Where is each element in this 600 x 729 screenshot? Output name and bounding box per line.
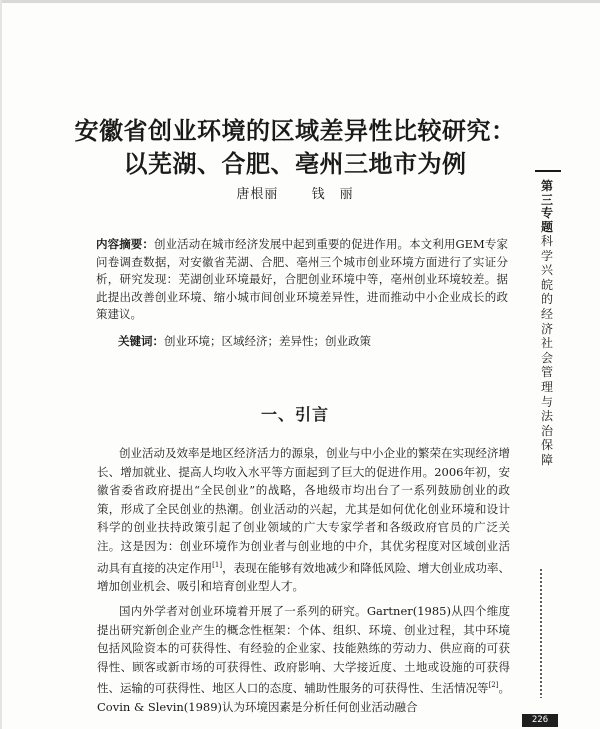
abstract xyxy=(96,236,508,324)
sidebar-rule xyxy=(535,170,561,172)
keywords-text: 创业环境；区域经济；差异性；创业政策 xyxy=(164,334,371,348)
article-title-line-2: 以芜湖、合肥、亳州三地市为例 xyxy=(123,149,467,178)
body-paragraph xyxy=(97,444,510,596)
body-text: ，表现在能够有效地减少和降低风险、增大创业成功率、增加创业机会、吸引和培育创业型人才。 xyxy=(97,560,511,593)
section-heading: 一、引言 xyxy=(260,405,329,424)
body-paragraph xyxy=(97,602,510,716)
keywords-label: 关键词： xyxy=(118,334,164,348)
sidebar-section-title: 科学兴皖的经济社会管理与法治保障 xyxy=(540,234,553,467)
body-text: 国内外学者对创业环境着开展了一系列的研究。Gartner(1985)从四个维度提出研究新创企业产生的概念性框架：个体、组织、环境、创业过程，其中环境包括风险资本的可获得性、有经验的企业家、技能熟练的劳动力、供应商的可获得性、顾客或新市场的可获得性、政府影响、大学接近度、土地或设施的可获得性、运输的可获得性、地区人口的态度、辅助性服务的可获得性、生活情况等 xyxy=(97,604,510,696)
citation-ref: [1] xyxy=(212,560,223,569)
article-title-line-1: 安徽省创业环境的区域差异性比较研究： xyxy=(74,116,516,145)
abstract-text: 创业活动在城市经济发展中起到重要的促进作用。本文利用GEM专家问卷调查数据，对安徽省芜湖、合肥、亳州三个城市创业环境方面进行了实证分析，研究发现：芜湖创业环境最好，合肥创业环境中等，亳州创业环境较差。据此提出改善创业环境、缩小城市间创业环境差异性，进而推动中小企业成长的政策建议。 xyxy=(96,237,509,321)
body-text: 。Covin & Slevin(1989)认为环境因素是分析任何创业活动融合 xyxy=(97,681,511,714)
page-edge-left xyxy=(0,0,2,729)
author-list xyxy=(60,183,530,202)
margin-dotted-line xyxy=(540,568,542,698)
page-number: 226 xyxy=(522,714,558,727)
page-edge xyxy=(0,0,600,3)
author-name: 唐根丽 xyxy=(236,187,279,202)
sidebar-section-tag: 第三专题 xyxy=(540,179,553,234)
body-text: 创业活动及效率是地区经济活力的源泉，创业与中小企业的繁荣在实现经济增长、增加就业、提高人均收入水平等方面起到了巨大的促进作用。2006年初，安徽省委省政府提出“全民创业”的战略，各地级市均出台了一系列鼓励创业的政策，形成了全民创业的热潮。创业活动的兴起，尤其是如何优化创业环境和设计科学的创业扶持政策引起了创业领域的广大专家学者和各级政府官员的广泛关注。这是因为：创业环境作为创业者与创业地的中介，其优劣程度对区域创业活动具有直接的决定作用 xyxy=(97,446,510,575)
author-name: 钱 丽 xyxy=(311,187,354,202)
abstract-label: 内容摘要： xyxy=(96,237,154,251)
keywords xyxy=(118,333,508,350)
citation-ref: [2] xyxy=(488,681,499,690)
